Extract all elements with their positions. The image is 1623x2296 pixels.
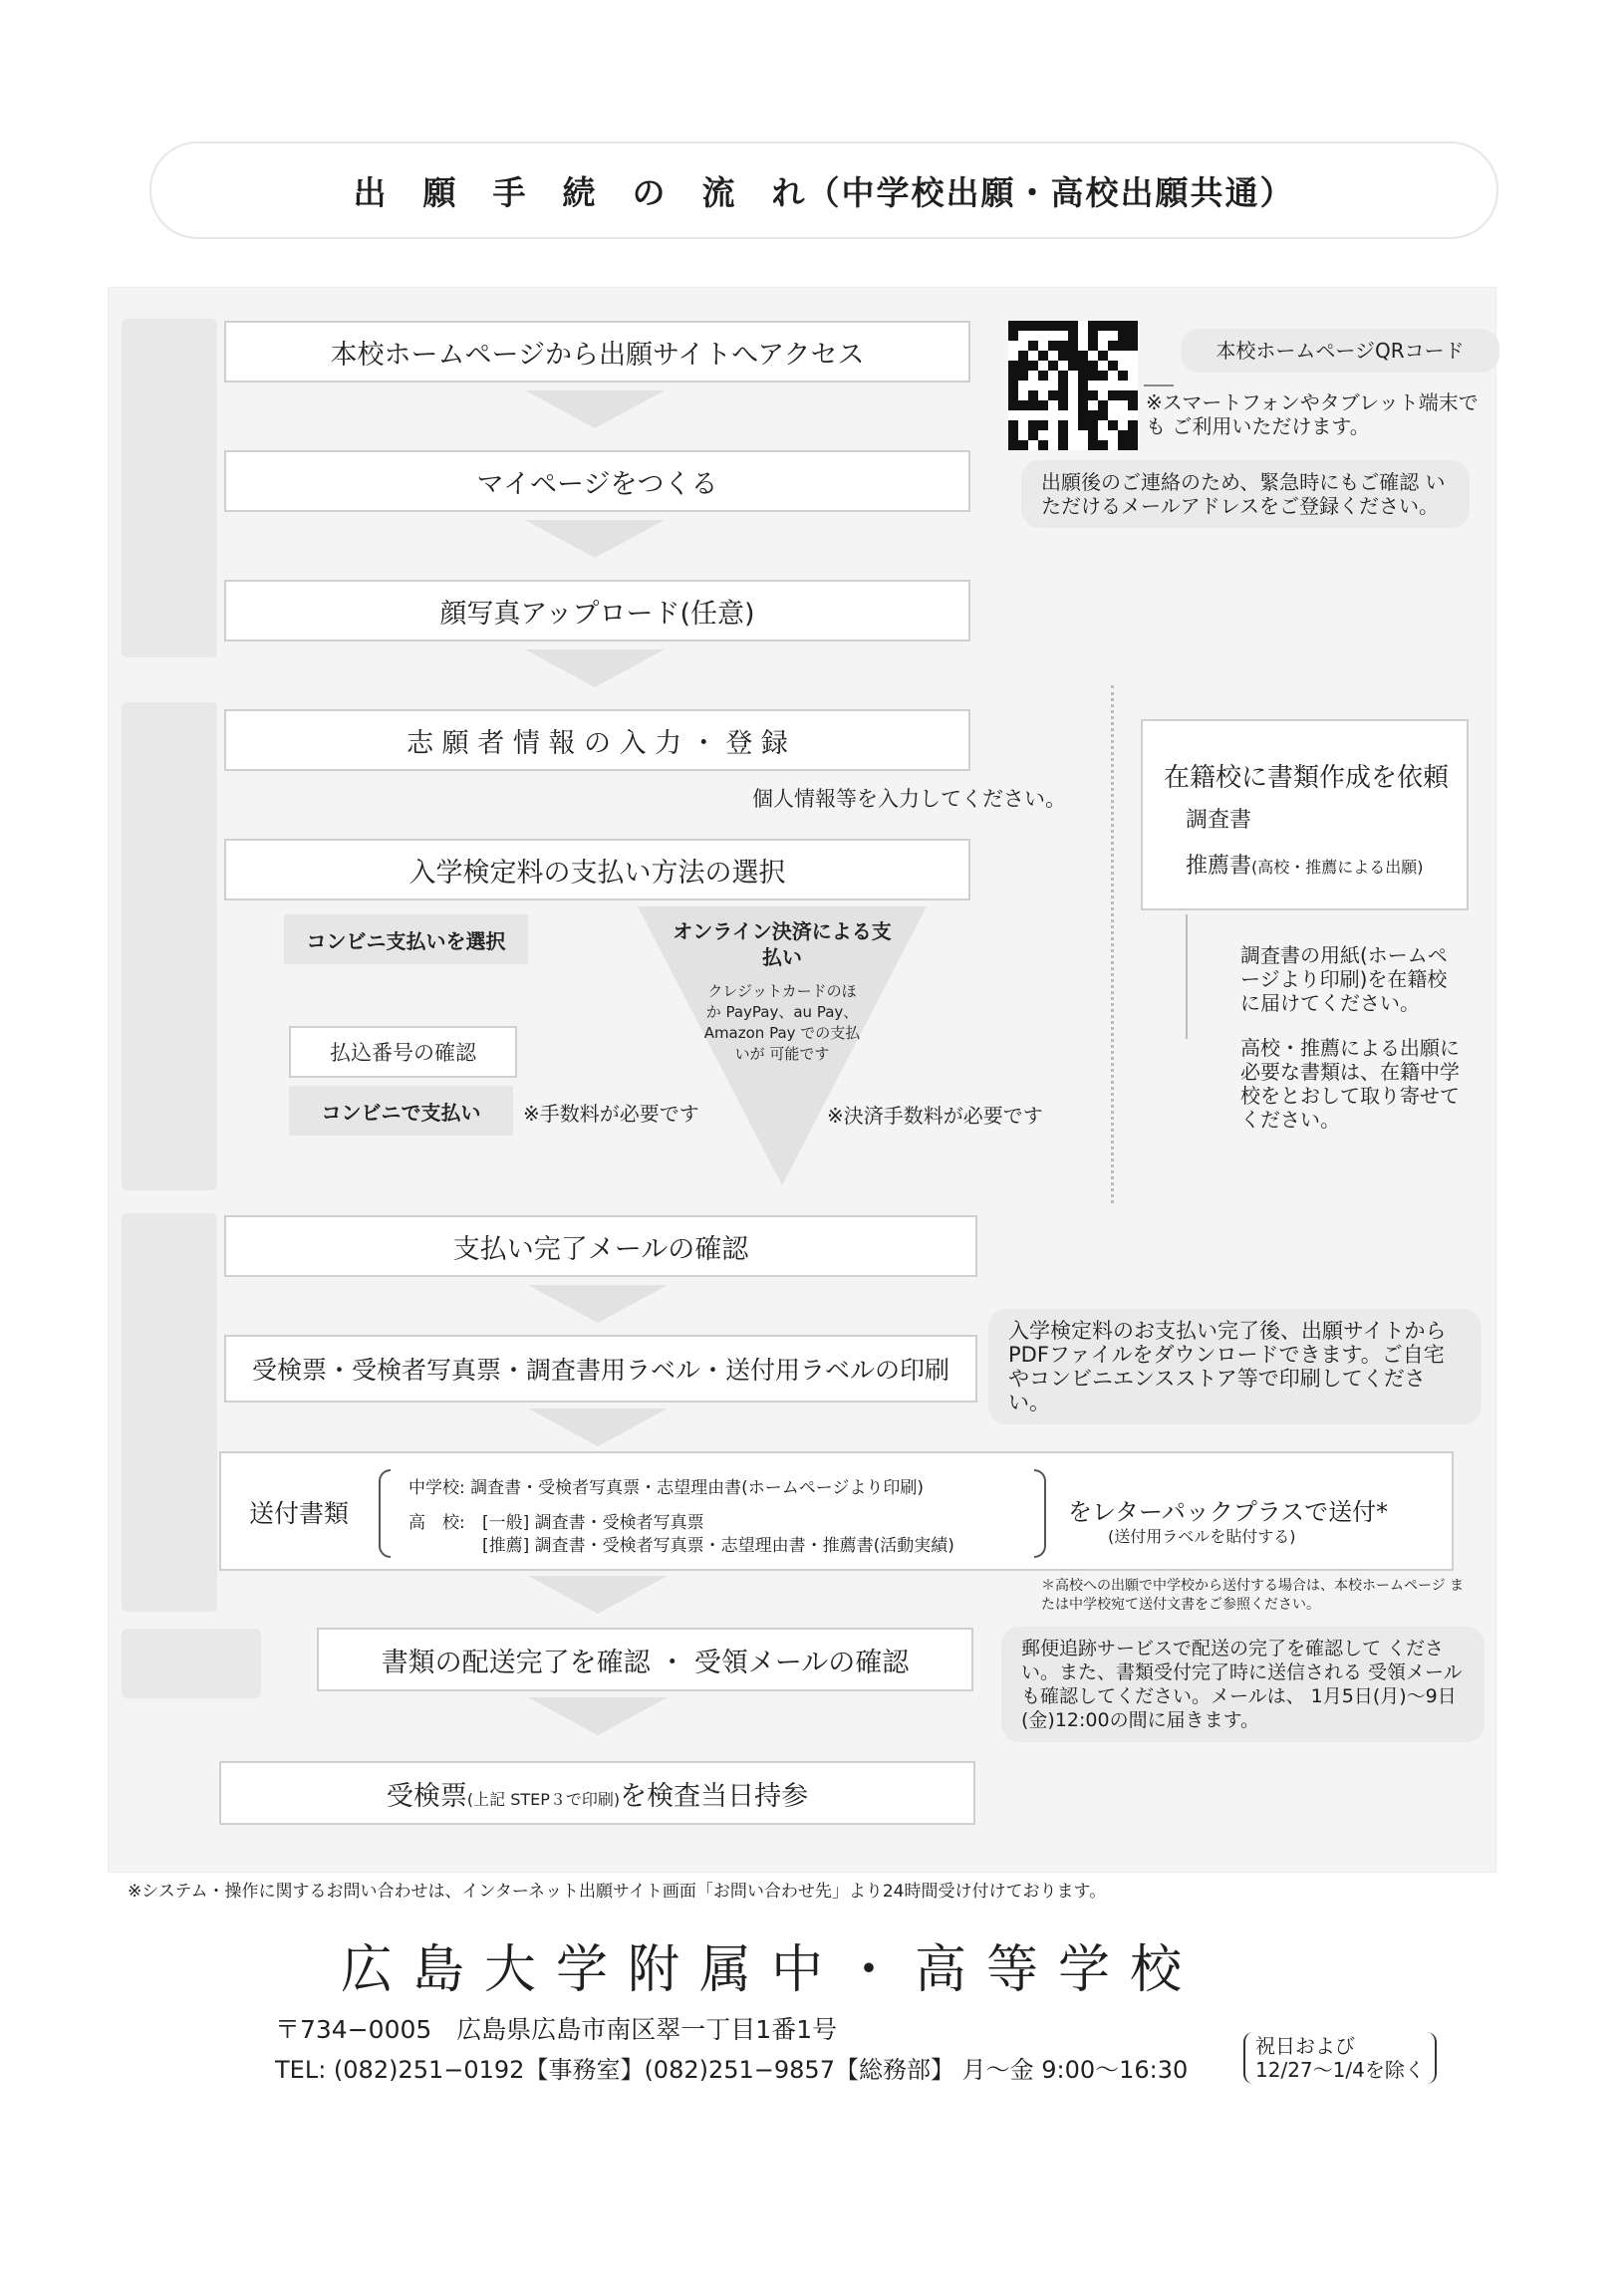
qr-cell: [1038, 341, 1048, 351]
qr-cell: [1038, 371, 1048, 381]
qr-cell: [1098, 440, 1108, 450]
step-bring: [219, 1761, 975, 1825]
qr-cell: [1068, 381, 1078, 390]
qr-cell: [1058, 341, 1068, 351]
qr-cell: [1068, 440, 1078, 450]
qr-cell: [1118, 400, 1128, 410]
qr-cell: [1028, 390, 1038, 400]
qr-cell: [1108, 400, 1118, 410]
qr-cell: [1048, 400, 1058, 410]
qr-cell: [1068, 390, 1078, 400]
qr-cell: [1028, 371, 1038, 381]
qr-cell: [1128, 341, 1138, 351]
qr-cell: [1088, 341, 1098, 351]
qr-cell: [1098, 351, 1108, 361]
tel: TEL: (082)251−0192【事務室】(082)251−9857【総務部】 月〜金 9:00〜16:30: [275, 2056, 1189, 2084]
step-tab-3: [122, 1213, 217, 1612]
qr-cell: [1128, 430, 1138, 440]
qr-cell: [1108, 430, 1118, 440]
qr-cell: [1048, 390, 1058, 400]
qr-cell: [1058, 440, 1068, 450]
qr-cell: [1018, 430, 1028, 440]
send-label: 送付書類: [249, 1499, 350, 1528]
step-tab-4: [122, 1629, 261, 1698]
arrow-down-icon: [528, 1697, 668, 1735]
qr-code-icon: [1008, 321, 1138, 450]
qr-cell: [1058, 331, 1068, 341]
qr-cell: [1078, 381, 1088, 390]
qr-cell: [1058, 381, 1068, 390]
connector-line: [1144, 384, 1174, 386]
arrow-down-icon: [525, 649, 665, 687]
step-bring-label: 受検票(上記 STEP３で印刷)を検査当日持参: [386, 1780, 809, 1812]
qr-cell: [1108, 381, 1118, 390]
online-detail: クレジットカードのほか PayPay、au Pay、Amazon Pay での支払いが 可能です: [703, 982, 861, 1063]
qr-cell: [1078, 430, 1088, 440]
school-title: 在籍校に書類作成を依頼: [1164, 763, 1450, 793]
qr-cell: [1038, 361, 1048, 371]
qr-cell: [1048, 371, 1058, 381]
qr-cell: [1128, 381, 1138, 390]
qr-cell: [1098, 381, 1108, 390]
qr-cell: [1108, 410, 1118, 420]
step-delivery: [317, 1628, 973, 1691]
qr-cell: [1108, 331, 1118, 341]
qr-cell: [1128, 400, 1138, 410]
qr-cell: [1088, 390, 1098, 400]
qr-cell: [1028, 440, 1038, 450]
qr-cell: [1088, 400, 1098, 410]
school-name: 広島大学附属中・高等学校: [341, 1940, 1203, 2000]
qr-cell: [1068, 341, 1078, 351]
qr-cell: [1078, 321, 1088, 331]
step-photo: [224, 580, 970, 641]
qr-cell: [1098, 430, 1108, 440]
qr-cell: [1128, 321, 1138, 331]
step-mypage-label: マイページをつくる: [476, 468, 718, 500]
qr-cell: [1128, 410, 1138, 420]
school-line: [1186, 914, 1188, 1039]
qr-cell: [1078, 420, 1088, 430]
page-title: 出 願 手 続 の 流 れ（中学校出願・高校出願共通）: [353, 172, 1295, 212]
step-access: [224, 321, 970, 383]
dotted-divider: [1111, 685, 1124, 1203]
arrow-down-icon: [528, 1285, 668, 1323]
email-note: 出願後のご連絡のため、緊急時にもご確認 いただけるメールアドレスをご登録ください。: [1021, 460, 1470, 528]
qr-cell: [1008, 351, 1018, 361]
step-delivery-label: 書類の配送完了を確認 ・ 受領メールの確認: [381, 1647, 910, 1678]
qr-cell: [1078, 341, 1088, 351]
bracket-right: [1034, 1469, 1046, 1558]
qr-cell: [1118, 331, 1128, 341]
online-fee-note: ※決済手数料が必要です: [827, 1104, 1043, 1128]
qr-cell: [1028, 420, 1038, 430]
step-info: [224, 709, 970, 771]
qr-cell: [1118, 410, 1128, 420]
inquiry-note: ※システム・操作に関するお問い合わせは、インターネット出願サイト画面「お問い合わせ先」より24時間受け付けております。: [128, 1882, 1107, 1902]
qr-cell: [1098, 420, 1108, 430]
qr-cell: [1038, 410, 1048, 420]
qr-cell: [1018, 410, 1028, 420]
step-tab-1: [122, 319, 217, 657]
step-payment-label: 入学検定料の支払い方法の選択: [408, 857, 786, 889]
qr-cell: [1098, 321, 1108, 331]
qr-cell: [1078, 410, 1088, 420]
qr-cell: [1068, 331, 1078, 341]
qr-cell: [1108, 351, 1118, 361]
qr-cell: [1068, 400, 1078, 410]
qr-cell: [1088, 410, 1098, 420]
qr-cell: [1078, 390, 1088, 400]
send-footnote: ＊高校への出願で中学校から送付する場合は、本校ホームページ または中学校宛て送付文書をご参照ください。: [1041, 1578, 1465, 1613]
qr-cell: [1018, 321, 1028, 331]
conv-fee-note: ※手数料が必要です: [523, 1102, 699, 1126]
qr-cell: [1098, 361, 1108, 371]
arrow-down-icon: [528, 1576, 668, 1614]
qr-cell: [1008, 341, 1018, 351]
bracket-left: [379, 1469, 391, 1558]
mail-note: 郵便追跡サービスで配送の完了を確認して ください。また、書類受付完了時に送信される 受領メールも確認してください。メールは、 1月5日(月)〜9日(金)12:00の間に届きます。: [1001, 1627, 1485, 1742]
qr-label: 本校ホームページQRコード: [1216, 339, 1465, 363]
qr-cell: [1118, 371, 1128, 381]
qr-cell: [1098, 410, 1108, 420]
holiday-note: 祝日および 12/27〜1/4を除く: [1243, 2032, 1437, 2084]
qr-cell: [1018, 390, 1028, 400]
qr-cell: [1008, 371, 1018, 381]
qr-cell: [1058, 420, 1068, 430]
send-high-label: 高 校:: [408, 1513, 465, 1533]
qr-cell: [1088, 351, 1098, 361]
send-high-recommend: [推薦] 調査書・受検者写真票・志望理由書・推薦書(活動実績): [482, 1536, 954, 1556]
qr-cell: [1068, 361, 1078, 371]
conv-pay-label: コンビニで支払い: [321, 1100, 481, 1125]
qr-cell: [1038, 351, 1048, 361]
qr-cell: [1088, 440, 1098, 450]
qr-cell: [1118, 321, 1128, 331]
qr-cell: [1068, 430, 1078, 440]
qr-cell: [1088, 381, 1098, 390]
qr-cell: [1058, 351, 1068, 361]
qr-cell: [1108, 420, 1118, 430]
school-item2: 推薦書(高校・推薦による出願): [1186, 854, 1424, 879]
qr-cell: [1038, 430, 1048, 440]
qr-cell: [1058, 410, 1068, 420]
qr-cell: [1038, 420, 1048, 430]
qr-cell: [1078, 440, 1088, 450]
qr-cell: [1038, 321, 1048, 331]
qr-cell: [1128, 361, 1138, 371]
qr-cell: [1008, 430, 1018, 440]
qr-cell: [1118, 341, 1128, 351]
qr-cell: [1108, 361, 1118, 371]
qr-cell: [1048, 430, 1058, 440]
qr-cell: [1048, 410, 1058, 420]
step-mypage: [224, 450, 970, 512]
step-print-label: 受検票・受検者写真票・調査書用ラベル・送付用ラベルの印刷: [251, 1356, 949, 1385]
conv-number-label: 払込番号の確認: [330, 1041, 476, 1065]
qr-cell: [1088, 430, 1098, 440]
qr-cell: [1018, 420, 1028, 430]
qr-cell: [1078, 371, 1088, 381]
send-method: をレターパックプラスで送付*: [1068, 1498, 1389, 1526]
online-title: オンライン決済による支払い: [673, 919, 892, 969]
qr-cell: [1038, 440, 1048, 450]
send-middle: 中学校: 調査書・受検者写真票・志望理由書(ホームページより印刷): [408, 1478, 925, 1498]
page-title-box: [149, 141, 1498, 239]
qr-cell: [1068, 410, 1078, 420]
step-photo-label: 顔写真アップロード(任意): [439, 598, 755, 630]
qr-cell: [1108, 371, 1118, 381]
step-access-label: 本校ホームページから出願サイトへアクセス: [330, 339, 865, 371]
step-payment: [224, 839, 970, 900]
pdf-note: 入学検定料のお支払い完了後、出願サイトから PDFファイルをダウンロードできます。ご自宅 やコンビニエンスストア等で印刷してください。: [988, 1309, 1482, 1424]
qr-cell: [1048, 341, 1058, 351]
conv-number: [289, 1026, 517, 1078]
qr-cell: [1128, 440, 1138, 450]
qr-cell: [1098, 400, 1108, 410]
qr-cell: [1048, 321, 1058, 331]
info-note: 個人情報等を入力してください。: [752, 787, 1066, 811]
qr-cell: [1048, 440, 1058, 450]
qr-cell: [1048, 361, 1058, 371]
qr-cell: [1088, 361, 1098, 371]
arrow-down-icon: [525, 390, 665, 428]
qr-cell: [1018, 341, 1028, 351]
qr-cell: [1018, 351, 1028, 361]
qr-cell: [1098, 331, 1108, 341]
qr-cell: [1118, 351, 1128, 361]
send-high-general: [一般] 調査書・受検者写真票: [482, 1513, 704, 1533]
qr-cell: [1008, 390, 1018, 400]
qr-cell: [1128, 351, 1138, 361]
qr-cell: [1128, 331, 1138, 341]
qr-cell: [1118, 440, 1128, 450]
qr-cell: [1008, 420, 1018, 430]
qr-cell: [1018, 371, 1028, 381]
qr-cell: [1108, 341, 1118, 351]
qr-cell: [1048, 420, 1058, 430]
qr-cell: [1008, 400, 1018, 410]
qr-cell: [1108, 440, 1118, 450]
qr-cell: [1018, 400, 1028, 410]
qr-cell: [1128, 390, 1138, 400]
qr-cell: [1038, 381, 1048, 390]
qr-cell: [1028, 410, 1038, 420]
address: 〒734−0005 広島県広島市南区翠一丁目1番1号: [275, 2015, 838, 2044]
qr-cell: [1038, 390, 1048, 400]
step-info-label: 志 願 者 情 報 の 入 力 ・ 登 録: [406, 727, 788, 759]
qr-cell: [1008, 440, 1018, 450]
qr-cell: [1068, 371, 1078, 381]
conv-select-label: コンビニ支払いを選択: [306, 928, 506, 953]
qr-cell: [1008, 361, 1018, 371]
qr-cell: [1078, 400, 1088, 410]
qr-cell: [1048, 381, 1058, 390]
qr-cell: [1078, 351, 1088, 361]
conv-pay: [289, 1086, 513, 1136]
qr-cell: [1008, 321, 1018, 331]
step-payment-done: [224, 1215, 977, 1277]
qr-cell: [1018, 361, 1028, 371]
school-note1: 調査書の用紙(ホームページより印刷)を在籍校に届けてください。: [1240, 943, 1448, 1015]
qr-cell: [1048, 331, 1058, 341]
qr-cell: [1058, 321, 1068, 331]
qr-cell: [1058, 361, 1068, 371]
qr-cell: [1078, 331, 1088, 341]
step-payment-done-label: 支払い完了メールの確認: [452, 1233, 749, 1265]
qr-cell: [1028, 331, 1038, 341]
qr-cell: [1118, 381, 1128, 390]
qr-cell: [1088, 321, 1098, 331]
qr-cell: [1098, 390, 1108, 400]
qr-cell: [1028, 361, 1038, 371]
conv-select: [284, 914, 528, 964]
qr-cell: [1028, 351, 1038, 361]
qr-cell: [1018, 331, 1028, 341]
qr-cell: [1118, 390, 1128, 400]
qr-cell: [1058, 430, 1068, 440]
school-note2: 高校・推薦による出願に必要な書類は、在籍中学校をとおして取り寄せてください。: [1240, 1036, 1460, 1132]
qr-label-box: [1181, 329, 1499, 373]
school-item1: 調査書: [1186, 808, 1252, 833]
qr-cell: [1058, 390, 1068, 400]
qr-cell: [1028, 341, 1038, 351]
arrow-down-icon: [528, 1408, 668, 1446]
qr-cell: [1118, 361, 1128, 371]
qr-cell: [1078, 361, 1088, 371]
qr-cell: [1088, 420, 1098, 430]
qr-cell: [1058, 400, 1068, 410]
qr-cell: [1088, 331, 1098, 341]
qr-cell: [1068, 420, 1078, 430]
qr-note: ※スマートフォンやタブレット端末でも ご利用いただけます。: [1146, 390, 1479, 438]
qr-cell: [1008, 331, 1018, 341]
qr-cell: [1038, 400, 1048, 410]
qr-cell: [1068, 321, 1078, 331]
step-tab-2: [122, 702, 217, 1190]
qr-cell: [1118, 430, 1128, 440]
qr-cell: [1088, 371, 1098, 381]
qr-cell: [1028, 381, 1038, 390]
qr-cell: [1108, 390, 1118, 400]
qr-cell: [1038, 331, 1048, 341]
qr-cell: [1018, 440, 1028, 450]
qr-cell: [1128, 371, 1138, 381]
qr-cell: [1058, 371, 1068, 381]
qr-cell: [1028, 321, 1038, 331]
qr-cell: [1048, 351, 1058, 361]
qr-cell: [1098, 341, 1108, 351]
qr-cell: [1118, 420, 1128, 430]
qr-cell: [1018, 381, 1028, 390]
qr-cell: [1008, 410, 1018, 420]
step-print: [224, 1335, 977, 1403]
qr-cell: [1028, 430, 1038, 440]
qr-cell: [1108, 321, 1118, 331]
arrow-down-icon: [525, 520, 665, 558]
send-method-note: (送付用ラベルを貼付する): [1108, 1527, 1296, 1546]
qr-cell: [1028, 400, 1038, 410]
qr-cell: [1008, 381, 1018, 390]
qr-cell: [1098, 371, 1108, 381]
qr-cell: [1068, 351, 1078, 361]
qr-cell: [1128, 420, 1138, 430]
